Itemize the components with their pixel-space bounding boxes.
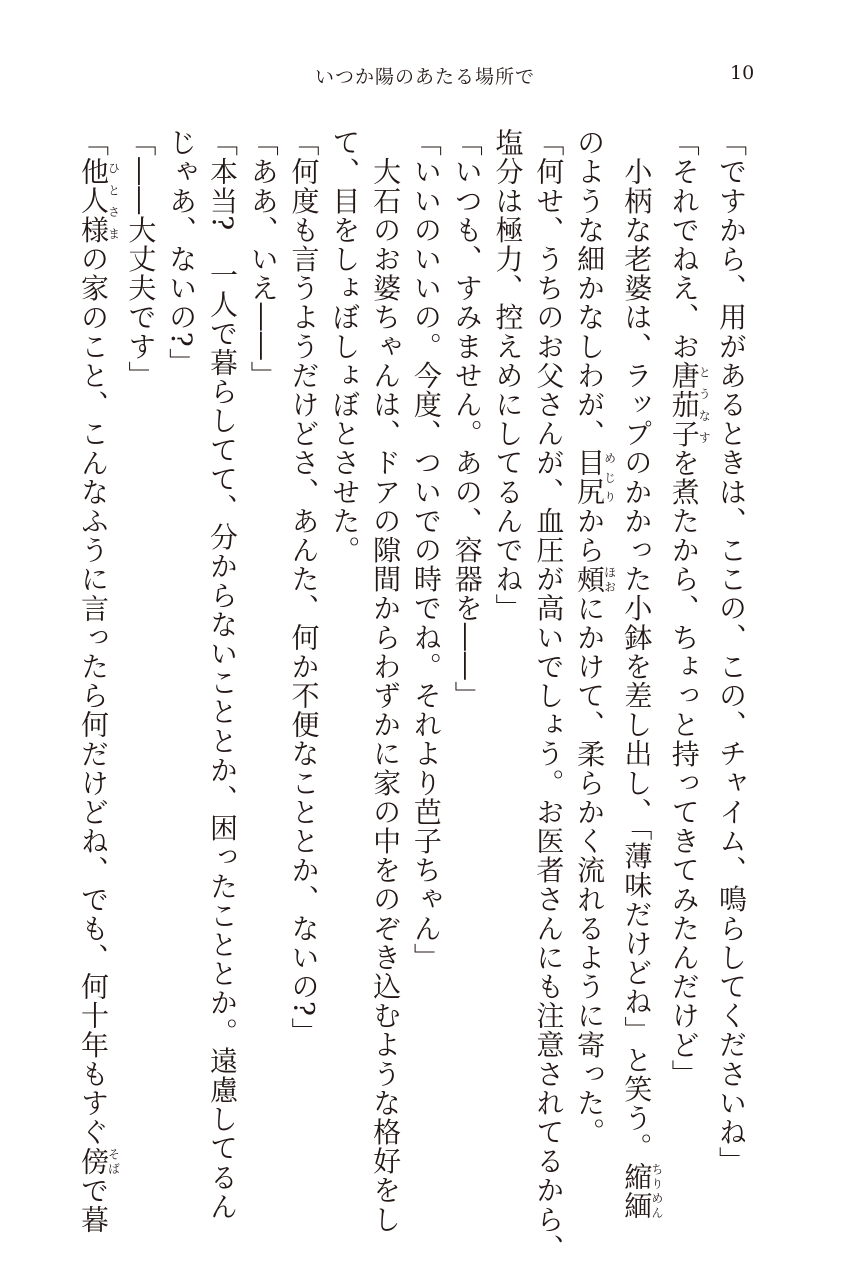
text-segment: 「何せ、うちのお父さんが、血圧が高いでしょう。お医者さんにも注意されてるから、 xyxy=(532,128,566,1263)
text-line xyxy=(487,128,528,1138)
text-segment: にかけて、柔らかく流れるように寄った。 xyxy=(573,593,607,1147)
novel-body-text xyxy=(77,128,751,1263)
text-segment: 「 xyxy=(77,128,111,158)
text-segment: 「何度も言うようだけどさ、あんた、何か不便なこととか、ないの?」 xyxy=(287,128,321,1047)
page-header xyxy=(0,62,841,92)
text-segment: 「いいのいいの。今度、ついでの時でね。それより芭子ちゃん」 xyxy=(409,128,443,972)
ruby-annotation xyxy=(573,448,617,507)
ruby-reading: ちりめん xyxy=(649,1161,664,1220)
ruby-base: 他人様 xyxy=(77,157,111,245)
text-segment: 「いつも、すみません。あの、容器を――」 xyxy=(450,128,484,710)
ruby-annotation xyxy=(667,360,712,449)
text-line xyxy=(72,128,121,1234)
text-line xyxy=(528,128,569,1263)
ruby-base: 傍 xyxy=(77,1146,111,1176)
text-segment: て、目をしょぼしょぼとさせた。 xyxy=(328,128,362,565)
text-segment: の家のこと、こんなふうに言ったら何だけどね、でも、何十年もすぐ xyxy=(77,244,111,1147)
ruby-annotation xyxy=(573,564,617,594)
ruby-base: 目尻 xyxy=(573,448,607,507)
text-segment: 大石のお婆ちゃんは、ドアの隙間からわずかに家の中をのぞき込むような格好をし xyxy=(369,128,403,1234)
text-line xyxy=(710,128,751,1176)
text-segment: で暮 xyxy=(77,1175,111,1234)
text-segment: 塩分は極力、控えめにしてるんでね」 xyxy=(491,128,525,623)
text-segment: 「本当? 一人で暮らしてて、分からないこととか、困ったこととか。遠慮してるん xyxy=(205,128,239,1221)
text-line xyxy=(242,128,283,1138)
text-segment: 小柄な老婆は、ラップのかかった小鉢を差し出し、「薄味だけどね」と笑う。 xyxy=(620,128,654,1162)
text-line xyxy=(201,128,242,1221)
text-segment: 「ああ、いえ――」 xyxy=(246,128,280,390)
ruby-reading: めじり xyxy=(602,448,617,507)
ruby-annotation xyxy=(620,1161,664,1220)
ruby-annotation xyxy=(77,1146,121,1176)
text-segment: 「それでねえ、お xyxy=(667,128,701,361)
ruby-reading: とうなす xyxy=(697,360,712,449)
text-line xyxy=(446,128,487,1138)
page-number: 10 xyxy=(730,62,755,84)
text-line xyxy=(616,128,664,1220)
running-title: いつか陽のあたる場所で xyxy=(315,66,536,88)
text-line xyxy=(405,128,446,1138)
text-line xyxy=(364,128,405,1234)
text-line xyxy=(160,128,201,1138)
text-segment: 「――大丈夫です」 xyxy=(124,128,158,390)
ruby-reading: ほお xyxy=(602,564,617,594)
ruby-base: 縮緬 xyxy=(620,1161,654,1220)
text-line xyxy=(324,128,365,1138)
text-segment: から xyxy=(573,506,607,565)
text-segment: のような細かなしわが、 xyxy=(573,128,607,449)
text-line xyxy=(283,128,324,1138)
ruby-base: 唐茄子 xyxy=(667,360,701,449)
text-line xyxy=(663,128,710,1138)
ruby-reading: ひとさま xyxy=(106,157,121,245)
ruby-base: 頰 xyxy=(573,564,607,594)
ruby-reading: そば xyxy=(106,1146,121,1176)
text-segment: 「ですから、用があるときは、ここの、この、チャイム、鳴らしてくださいね」 xyxy=(715,128,748,1176)
text-segment: を煮たから、ちょっと持ってきてみたんだけど」 xyxy=(667,448,701,1089)
text-line xyxy=(568,128,617,1147)
ruby-annotation xyxy=(77,157,121,245)
text-segment: じゃあ、ないの?」 xyxy=(165,128,199,377)
text-line xyxy=(120,128,161,1138)
